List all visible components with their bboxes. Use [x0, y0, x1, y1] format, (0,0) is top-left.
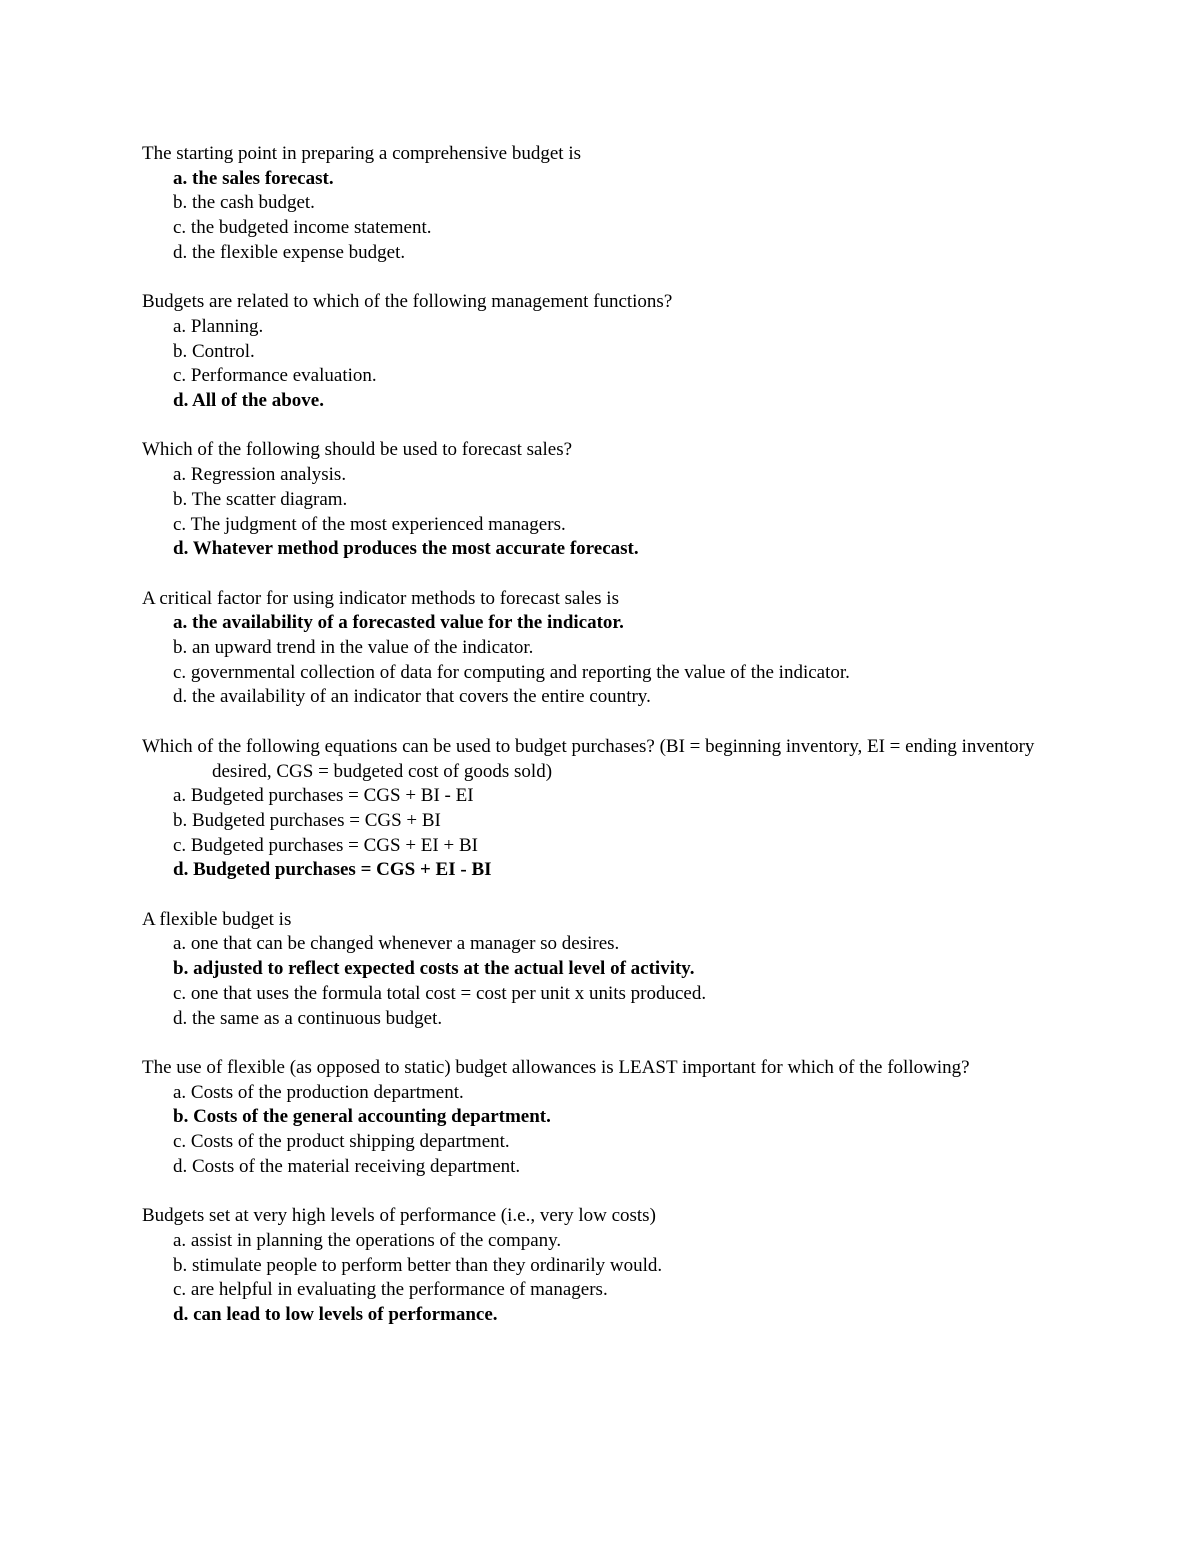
answer-option: b. the cash budget.: [173, 192, 315, 214]
answer-option: a. Costs of the production department.: [173, 1081, 464, 1103]
answer-option: b. stimulate people to perform better than they ordinarily would.: [173, 1254, 663, 1276]
answer-option: b. adjusted to reflect expected costs at the actual level of activity.: [173, 958, 695, 980]
answer-option: b. Budgeted purchases = CGS + BI: [173, 809, 441, 831]
question-8: [142, 1204, 1042, 1328]
answer-option: c. Costs of the product shipping department.: [173, 1131, 510, 1153]
answer-option: a. Regression analysis.: [173, 464, 347, 486]
answer-option: c. The judgment of the most experienced managers.: [173, 513, 566, 535]
answer-option: d. can lead to low levels of performance.: [173, 1303, 498, 1325]
question-3: [142, 438, 1042, 562]
answer-option: d. the same as a continuous budget.: [173, 1007, 443, 1029]
question-stem: Which of the following should be used to forecast sales?: [142, 439, 573, 461]
question-5: [142, 735, 1042, 883]
answer-option: d. the flexible expense budget.: [173, 241, 406, 263]
question-list: [142, 142, 1042, 1352]
answer-option: c. Performance evaluation.: [173, 365, 377, 387]
answer-option: b. Costs of the general accounting department.: [173, 1106, 551, 1128]
answer-option: a. the availability of a forecasted value for the indicator.: [173, 612, 624, 634]
question-stem: A critical factor for using indicator methods to forecast sales is: [142, 587, 619, 609]
answer-option: d. Whatever method produces the most accurate forecast.: [173, 538, 639, 560]
answer-option: d. Costs of the material receiving department.: [173, 1155, 521, 1177]
answer-option: d. Budgeted purchases = CGS + EI - BI: [173, 859, 492, 881]
question-6: [142, 908, 1042, 1032]
answer-option: c. Budgeted purchases = CGS + EI + BI: [173, 834, 478, 856]
answer-option: a. Planning.: [173, 315, 264, 337]
answer-option: d. the availability of an indicator that covers the entire country.: [173, 686, 651, 708]
answer-option: b. an upward trend in the value of the indicator.: [173, 637, 534, 659]
question-4: [142, 587, 1042, 711]
answer-option: d. All of the above.: [173, 390, 324, 412]
question-7: [142, 1056, 1042, 1180]
question-1: [142, 142, 1042, 266]
question-stem: Budgets set at very high levels of performance (i.e., very low costs): [142, 1205, 656, 1227]
answer-option: a. assist in planning the operations of the company.: [173, 1229, 562, 1251]
answer-option: c. the budgeted income statement.: [173, 217, 432, 239]
question-stem: Budgets are related to which of the following management functions?: [142, 291, 673, 313]
answer-option: a. Budgeted purchases = CGS + BI - EI: [173, 785, 474, 807]
question-stem: A flexible budget is: [142, 908, 292, 930]
question-2: [142, 290, 1042, 414]
answer-option: c. one that uses the formula total cost = cost per unit x units produced.: [173, 982, 707, 1004]
answer-option: b. Control.: [173, 340, 255, 362]
answer-option: b. The scatter diagram.: [173, 488, 348, 510]
question-stem: The starting point in preparing a comprehensive budget is: [142, 143, 581, 164]
answer-option: a. the sales forecast.: [173, 167, 334, 189]
question-stem: The use of flexible (as opposed to static) budget allowances is LEAST important for which of the following?: [142, 1056, 970, 1078]
question-stem: Which of the following equations can be used to budget purchases? (BI = beginning inventory, EI = ending inventory desired, CGS = budgeted cost of goods sold): [142, 735, 1035, 782]
answer-option: a. one that can be changed whenever a manager so desires.: [173, 933, 620, 955]
answer-option: c. governmental collection of data for computing and reporting the value of the indicator.: [173, 661, 850, 683]
answer-option: c. are helpful in evaluating the performance of managers.: [173, 1279, 608, 1301]
